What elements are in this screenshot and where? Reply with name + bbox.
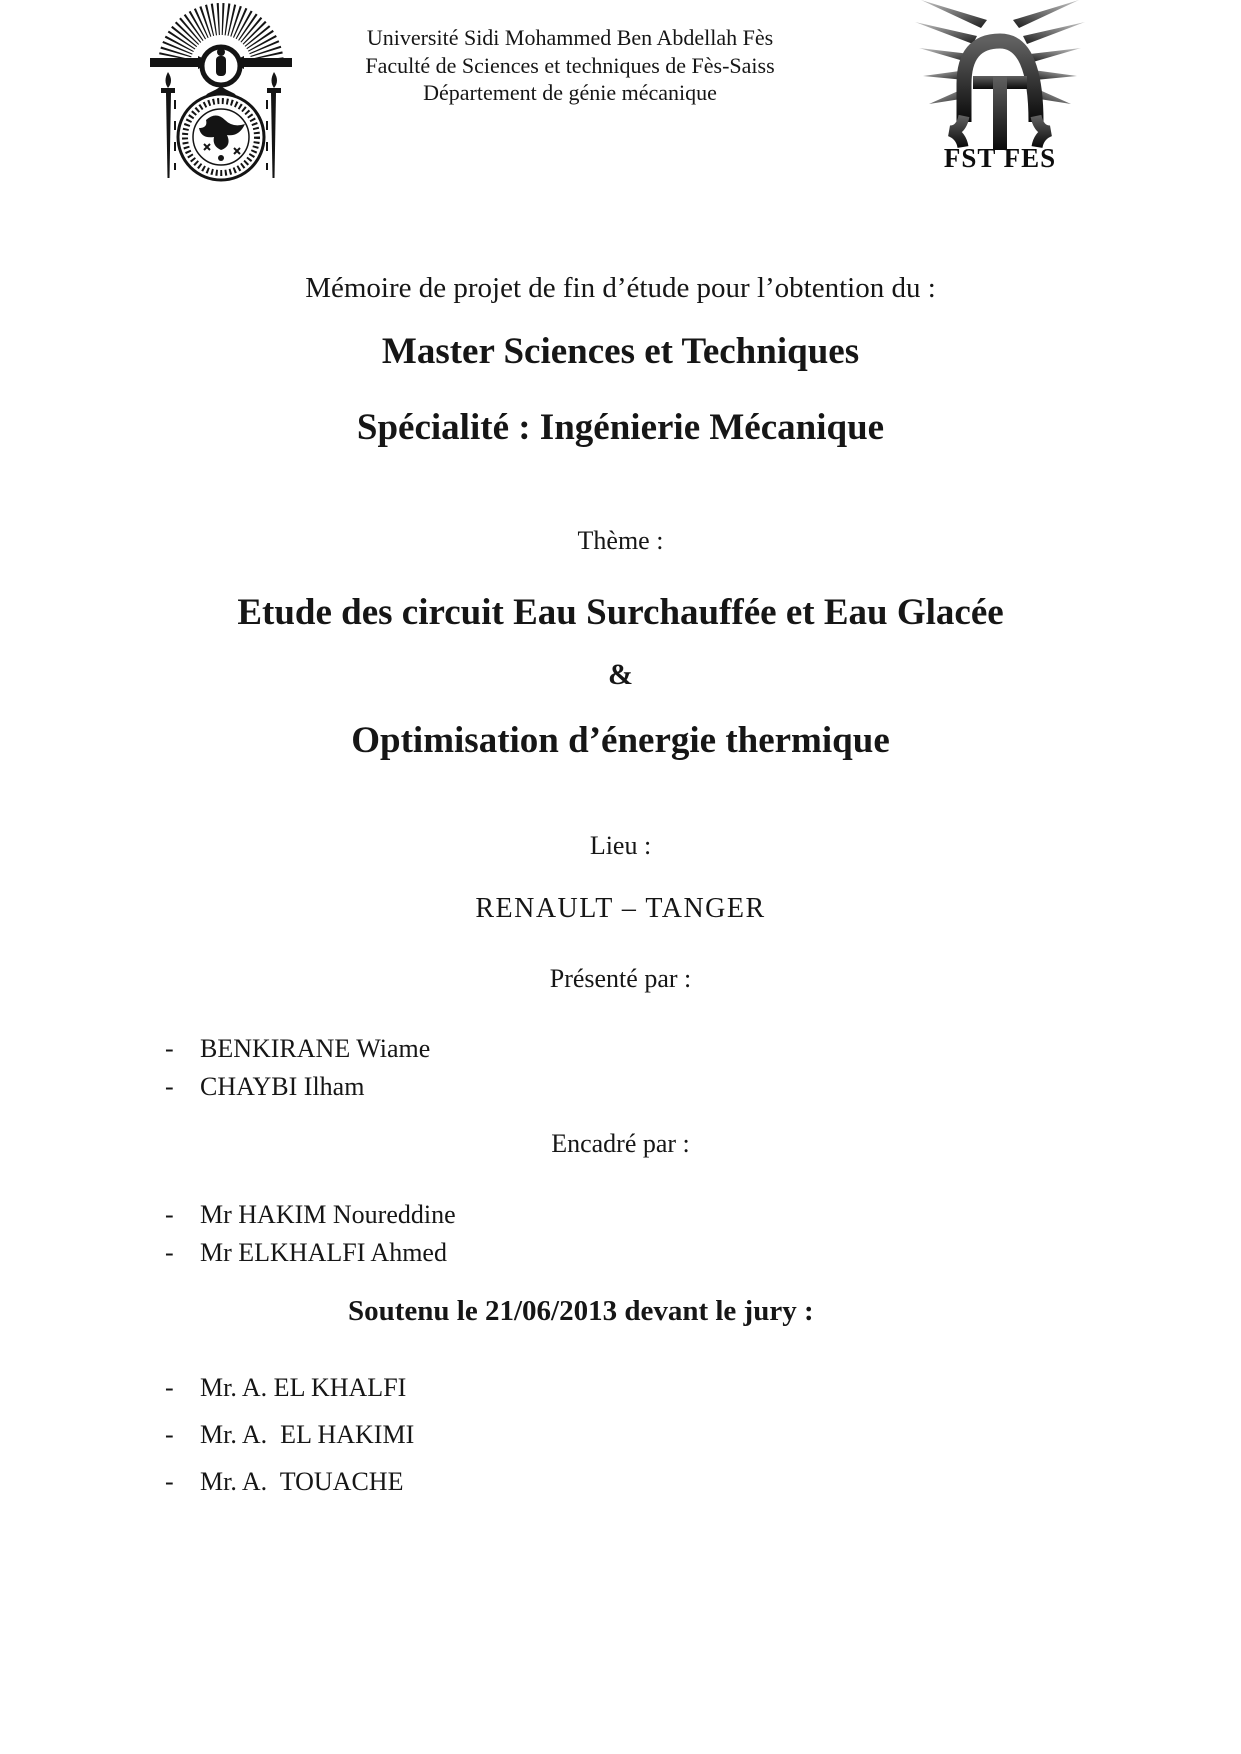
header [290, 24, 850, 107]
header-university-line: Université Sidi Mohammed Ben Abdellah Fès [366, 25, 774, 50]
presenter-item [165, 1030, 430, 1068]
list-dash: - [165, 1072, 174, 1101]
jury-member-name: Mr. A. TOUACHE [200, 1467, 404, 1496]
fst-fes-logo-icon [915, 0, 1085, 175]
jury-item [165, 1458, 414, 1505]
fst-fes-logo-caption: FST FES [943, 143, 1057, 173]
list-dash: - [165, 1420, 174, 1449]
university-emblem-icon [146, 2, 296, 184]
speciality-title: Spécialité : Ingénierie Mécanique [356, 407, 885, 448]
location-value: RENAULT – TANGER [475, 893, 766, 924]
thesis-title-line-1: Etude des circuit Eau Surchauffée et Eau Glacée [237, 592, 1004, 633]
supervisor-name: Mr ELKHALFI Ahmed [200, 1238, 447, 1267]
thesis-title-ampersand: & [608, 658, 633, 691]
location-label: Lieu : [589, 831, 652, 860]
presented-by-label: Présenté par : [549, 964, 692, 993]
list-dash: - [165, 1238, 174, 1267]
jury-member-name: Mr. A. EL HAKIMI [200, 1420, 415, 1449]
presenter-item [165, 1068, 430, 1106]
thesis-title-line-2: Optimisation d’énergie thermique [351, 720, 890, 761]
presenter-name: CHAYBI Ilham [200, 1072, 365, 1101]
jury-member-name: Mr. A. EL KHALFI [200, 1373, 407, 1402]
degree-title: Master Sciences et Techniques [381, 331, 860, 372]
supervisor-item [165, 1234, 456, 1272]
presenters-list [165, 1030, 430, 1106]
list-dash: - [165, 1034, 174, 1063]
jury-item [165, 1364, 414, 1411]
header-faculty-line: Faculté de Sciences et techniques de Fès-Saiss [365, 52, 775, 78]
intro-line: Mémoire de projet de fin d’étude pour l’obtention du : [305, 272, 936, 304]
theme-label: Thème : [577, 526, 664, 555]
header-department-line: Département de génie mécanique [423, 80, 717, 105]
supervisor-item [165, 1196, 456, 1234]
supervisors-list [165, 1196, 456, 1272]
supervised-by-label: Encadré par : [551, 1129, 690, 1158]
list-dash: - [165, 1373, 174, 1402]
presenter-name: BENKIRANE Wiame [200, 1034, 431, 1063]
list-dash: - [165, 1467, 174, 1496]
defense-line: Soutenu le 21/06/2013 devant le jury : [348, 1295, 814, 1327]
supervisor-name: Mr HAKIM Noureddine [200, 1200, 456, 1229]
jury-list [165, 1364, 414, 1505]
jury-item [165, 1411, 414, 1458]
list-dash: - [165, 1200, 174, 1229]
